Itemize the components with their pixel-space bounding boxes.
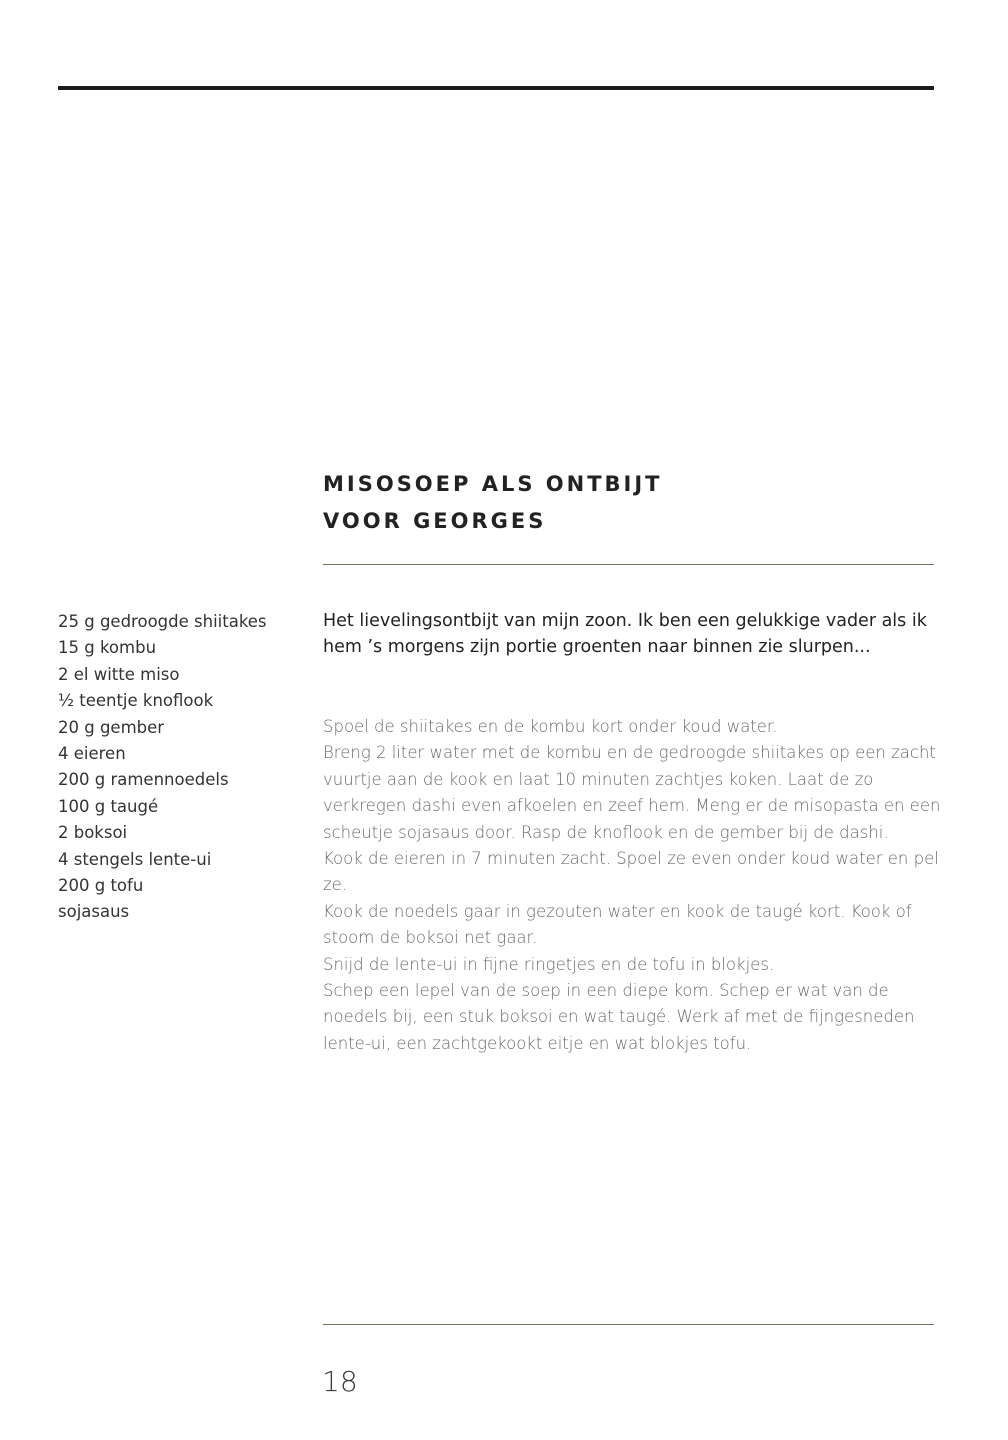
recipe-step: Spoel de shiitakes en de kombu kort onder koud water. xyxy=(323,717,778,736)
ingredient-item: 100 g taugé xyxy=(58,796,159,816)
recipe-title-line-1: MISOSOEP ALS ONTBIJT xyxy=(323,472,663,496)
ingredient-item: 2 boksoi xyxy=(58,823,128,843)
recipe-step: Schep een lepel van de soep in een diepe kom. Schep er wat van de noedels bij, een stuk boksoi en wat taugé. Werk af met de fijngesneden lente-ui, een zachtgekookt eitje en wat blokjes tofu. xyxy=(323,981,915,1053)
page-number: 18 xyxy=(322,1365,358,1398)
ingredient-item: ½ teentje knoflook xyxy=(58,691,214,711)
title-divider xyxy=(323,564,934,565)
top-rule xyxy=(58,86,934,90)
ingredient-item: 4 stengels lente-ui xyxy=(58,849,212,869)
ingredient-item: sojasaus xyxy=(58,902,130,922)
ingredient-item: 200 g tofu xyxy=(58,876,144,896)
recipe-step: Kook de noedels gaar in gezouten water en kook de taugé kort. Kook of stoom de boksoi net gaar. xyxy=(323,901,912,948)
recipe-step: Snijd de lente-ui in fijne ringetjes en de tofu in blokjes. xyxy=(323,954,775,974)
recipe-step: Kook de eieren in 7 minuten zacht. Spoel ze even onder koud water en pel ze. xyxy=(323,849,939,895)
ingredient-list xyxy=(58,609,308,926)
ingredient-item: 25 g gedroogde shiitakes xyxy=(58,612,267,631)
ingredient-item: 4 eieren xyxy=(58,744,126,764)
recipe-title-line-2: VOOR GEORGES xyxy=(323,509,547,533)
ingredient-item: 20 g gember xyxy=(58,717,165,737)
ingredient-item: 200 g ramennoedels xyxy=(58,770,229,790)
footer-divider xyxy=(323,1324,934,1325)
recipe-title xyxy=(323,466,935,540)
recipe-steps xyxy=(323,714,943,1057)
recipe-step: Breng 2 liter water met de kombu en de gedroogde shiitakes op een zacht vuurtje aan de kook en laat 10 minuten zachtjes koken. Laat de zo verkregen dashi even afkoelen en zeef hem. Meng er de misopasta en een scheutje sojasaus door. Rasp de knoflook en de gember bij de dashi. xyxy=(323,743,941,842)
recipe-intro: Het lievelingsontbijt van mijn zoon. Ik ben een gelukkige vader als ik hem ’s morgens zijn portie groenten naar binnen zie slurpen... xyxy=(323,611,927,658)
ingredient-item: 2 el witte miso xyxy=(58,664,180,684)
ingredient-item: 15 g kombu xyxy=(58,638,157,658)
